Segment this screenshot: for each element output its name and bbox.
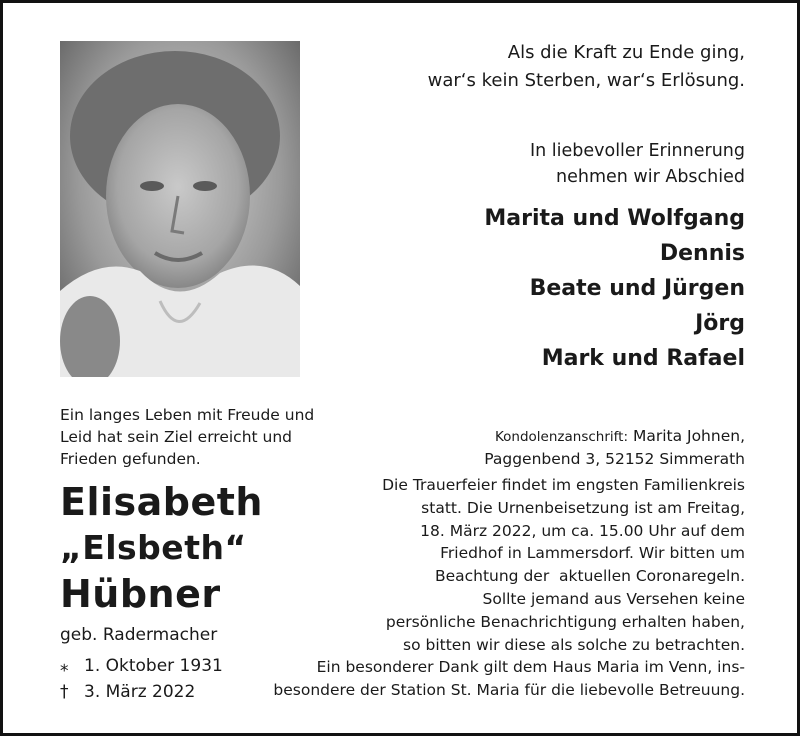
portrait-photo — [60, 41, 300, 377]
condolence-address-line: Paggenbend 3, 52152 Simmerath — [484, 450, 745, 468]
deceased-name — [60, 479, 263, 617]
body-line: Friedhof in Lammersdorf. Wir bitten um — [440, 544, 745, 563]
quote-text — [428, 39, 745, 95]
body-line: 18. März 2022, um ca. 15.00 Uhr auf dem — [420, 521, 745, 540]
birth-date: 1. Oktober 1931 — [84, 656, 223, 676]
body-line: besondere der Station St. Maria für die liebevolle Betreuung. — [273, 681, 745, 700]
condolence-line-1 — [484, 425, 745, 448]
condolence-name: Marita Johnen, — [632, 427, 745, 445]
mourner-name: Jörg — [695, 311, 745, 336]
quote-line-1: Als die Kraft zu Ende ging, — [507, 42, 745, 63]
life-line-3: Frieden gefunden. — [60, 450, 201, 468]
mourner-name: Beate und Jürgen — [529, 276, 745, 301]
mourner-name: Dennis — [659, 241, 745, 266]
birth-name: geb. Radermacher — [60, 625, 218, 645]
body-line: Die Trauerfeier findet im engsten Familienkreis — [382, 476, 745, 494]
mourner-name: Mark und Rafael — [541, 346, 745, 371]
life-dates — [60, 653, 223, 705]
condolence-label: Kondolenzanschrift: — [494, 429, 629, 445]
body-line: statt. Die Urnenbeisetzung ist am Freitag, — [421, 498, 745, 517]
intro-line-2: nehmen wir Abschied — [556, 167, 745, 187]
birth-date-row — [60, 653, 223, 679]
body-line: Beachtung der aktuellen Coronaregeln. — [434, 567, 745, 586]
first-name: Elisabeth — [60, 480, 263, 524]
death-date-row — [60, 679, 223, 705]
mourner-name: Marita und Wolfgang — [484, 206, 745, 231]
nickname: „Elsbeth“ — [60, 528, 247, 567]
quote-line-2: war‘s kein Sterben, war‘s Erlösung. — [427, 70, 745, 91]
birth-star-icon: ⁎ — [60, 656, 69, 676]
life-line-1: Ein langes Leben mit Freude und — [60, 406, 315, 424]
body-line: persönliche Benachrichtigung erhalten haben, — [385, 612, 745, 631]
intro-text — [530, 138, 745, 190]
condolence-address — [484, 425, 745, 470]
funeral-details — [273, 474, 745, 702]
last-name: Hübner — [60, 572, 221, 616]
life-line-2: Leid hat sein Ziel erreicht und — [60, 428, 293, 446]
mourners-list — [484, 201, 745, 376]
body-line: Sollte jemand aus Versehen keine — [482, 589, 745, 608]
intro-line-1: In liebevoller Erinnerung — [529, 141, 745, 161]
body-line: so bitten wir diese als solche zu betrachten. — [403, 635, 745, 654]
death-cross-icon: † — [60, 682, 69, 702]
life-text — [60, 404, 330, 470]
death-date: 3. März 2022 — [84, 682, 196, 702]
body-line: Ein besonderer Dank gilt dem Haus Maria im Venn, ins- — [316, 658, 745, 677]
